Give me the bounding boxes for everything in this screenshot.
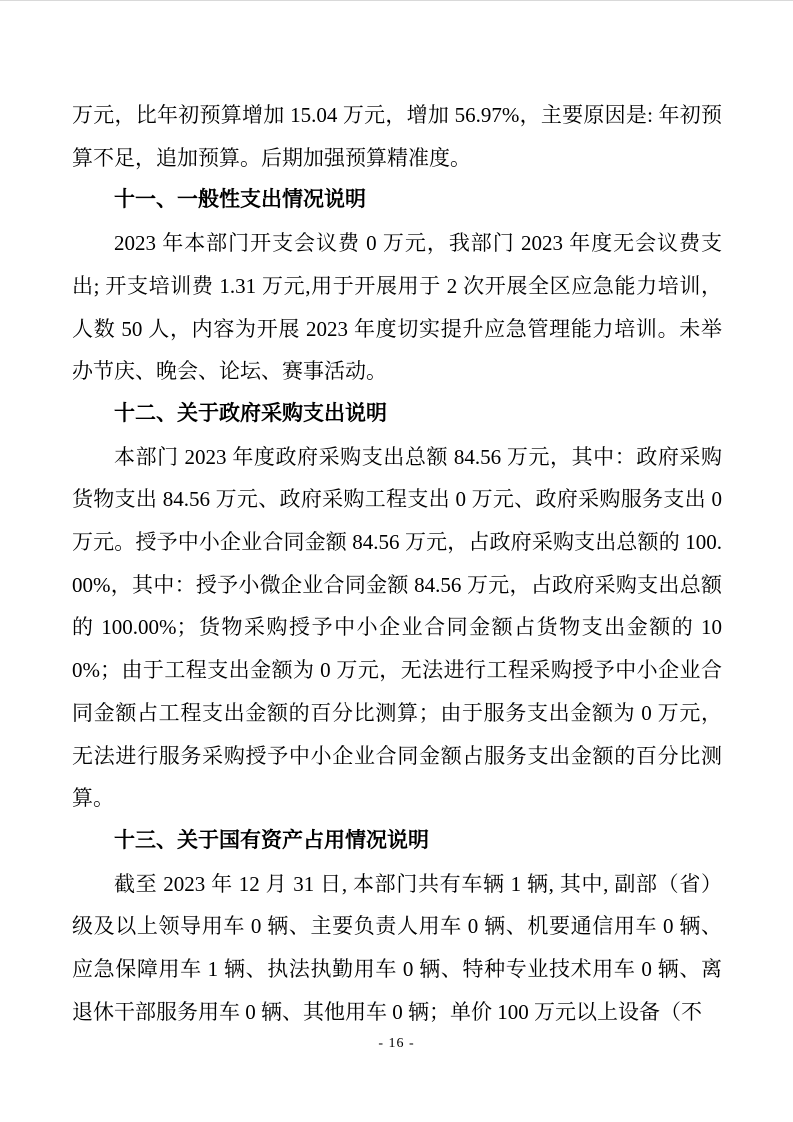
document-body [72, 94, 722, 1033]
heading-section-thirteen-state-assets: 十三、关于国有资产占用情况说明 [114, 828, 429, 852]
paragraph-budget-adjustment-continuation: 万元，比年初预算增加 15.04 万元，增加 56.97%，主要原因是: 年初预算不足，追加预算。后期加强预算精准度。 [72, 103, 722, 170]
paragraph-state-assets-vehicles: 截至 2023 年 12 月 31 日, 本部门共有车辆 1 辆, 其中, 副部（省）级及以上领导用车 0 辆、主要负责人用车 0 辆、机要通信用车 0 辆、应急保障用车 1 辆、执法执勤用车 0 辆、特种专业技术用车 0 辆、离退休干部服务用车 0 辆、其他用车 0 辆；单价 100 万元以上设备（不 [72, 871, 722, 1024]
heading-section-eleven-general-expenditure: 十一、一般性支出情况说明 [114, 188, 366, 212]
heading-section-twelve-gov-procurement: 十二、关于政府采购支出说明 [114, 401, 387, 425]
page-number: - 16 - [378, 1036, 415, 1051]
paragraph-procurement-details: 本部门 2023 年度政府采购支出总额 84.56 万元，其中：政府采购货物支出 84.56 万元、政府采购工程支出 0 万元、政府采购服务支出 0 万元。授予中小企业合同金额 84.56 万元，占政府采购支出总额的 100.00%，其中：授予小微企业合同金额 84.56 万元，占政府采购支出总额的 100.00%；货物采购授予中小企业合同金额占货物支出金额的 100%；由于工程支出金额为 0 万元，无法进行工程采购授予中小企业合同金额占工程支出金额的百分比测算；由于服务支出金额为 0 万元，无法进行服务采购授予中小企业合同金额占服务支出金额的百分比测算。 [72, 444, 722, 811]
paragraph-meeting-and-training-expense: 2023 年本部门开支会议费 0 万元，我部门 2023 年度无会议费支出; 开支培训费 1.31 万元,用于开展用于 2 次开展全区应急能力培训，人数 50 人，内容为开展 2023 年度切实提升应急管理能力培训。未举办节庆、晚会、论坛、赛事活动。 [72, 231, 722, 384]
